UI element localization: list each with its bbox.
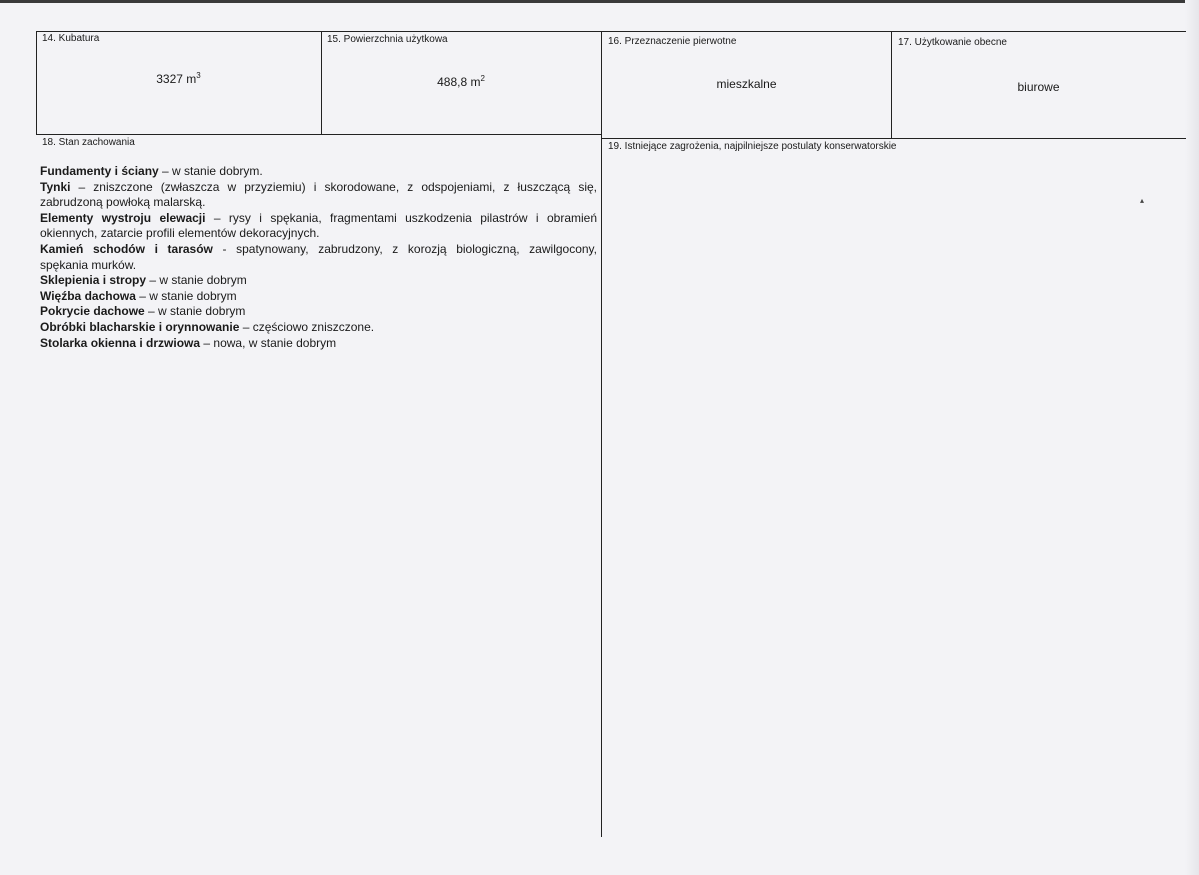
condition-notes xyxy=(40,164,597,351)
field-15-value: 488,8 $m^2$ xyxy=(437,74,485,89)
condition-item: Kamień schodów i tarasów - spatynowany, zabrudzony, z korozją biologiczną, zawilgocony, xyxy=(40,241,597,256)
field-14-label: 14. Kubatura xyxy=(42,33,100,44)
middle-rule-left xyxy=(36,134,602,135)
field-17-value: biurowe xyxy=(1017,80,1060,94)
scan-right-edge xyxy=(1185,0,1199,875)
condition-item: Fundamenty i ściany – w stanie dobrym. xyxy=(40,164,263,178)
field-16-label: 16. Przeznaczenie pierwotne xyxy=(608,36,737,47)
condition-item: Obróbki blacharskie i orynnowanie – częściowo zniszczone. xyxy=(40,319,375,334)
condition-item-continuation: okiennych, zatarcie profili elementów dekoracyjnych. xyxy=(40,226,320,241)
condition-item: Sklepienia i stropy – w stanie dobrym xyxy=(40,273,247,288)
condition-item: Tynki – zniszczone (zwłaszcza w przyziemiu) i skorodowane, z odspojeniami, z łuszczącą się, xyxy=(40,179,597,194)
scan-top-edge xyxy=(0,0,1199,3)
condition-item: Pokrycie dachowe – w stanie dobrym xyxy=(40,304,246,319)
divider-center xyxy=(601,31,602,837)
field-17-label: 17. Użytkowanie obecne xyxy=(898,37,1007,48)
field-14-value: 3327 $m^3$ xyxy=(156,71,201,86)
condition-item-continuation: zabrudzoną powłoką malarską. xyxy=(40,195,206,210)
field-16-value: mieszkalne xyxy=(716,77,777,91)
condition-item-continuation: spękania murków. xyxy=(40,257,137,272)
field-19-label: 19. Istniejące zagrożenia, najpilniejsze postulaty konserwatorskie xyxy=(608,141,897,152)
field-18-label: 18. Stan zachowania xyxy=(42,137,135,148)
condition-item: Więźba dachowa – w stanie dobrym xyxy=(40,288,237,303)
condition-item: Stolarka okienna i drzwiowa – nowa, w stanie dobrym xyxy=(40,335,337,350)
field-15-label: 15. Powierzchnia użytkowa xyxy=(327,34,448,45)
scan-speck: ▴ xyxy=(1140,196,1145,205)
condition-item: Elementy wystroju elewacji – rysy i spękania, fragmentami uszkodzenia pilastrów i obramień xyxy=(40,210,597,225)
top-rule xyxy=(36,31,1186,32)
middle-rule-right xyxy=(602,138,1186,139)
